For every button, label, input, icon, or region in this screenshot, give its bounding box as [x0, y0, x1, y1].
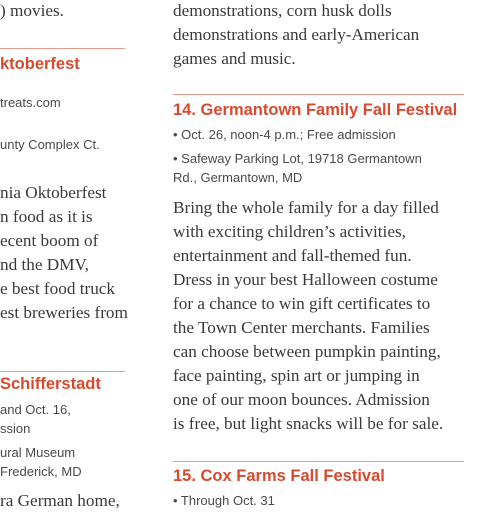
section-heading-schifferstadt: Schifferstadt — [0, 375, 101, 393]
event-description-line: n food as it is — [0, 207, 93, 226]
event-description-line: one of our moon bounces. Admission — [173, 390, 430, 409]
section-heading-oktoberfest: ktoberfest — [0, 55, 80, 73]
event-description-line: Dress in your best Halloween costume — [173, 270, 438, 289]
event-description-line: nia Oktoberfest — [0, 183, 107, 202]
event-description-line: entertainment and fall-themed fun. — [173, 246, 412, 265]
section-divider — [0, 371, 125, 372]
event-description-line: nd the DMV, — [0, 255, 89, 274]
event-description-line: Bring the whole family for a day filled — [173, 198, 439, 217]
event-description-line: with exciting children’s activities, — [173, 222, 406, 241]
section-heading-germantown: 14. Germantown Family Fall Festival — [173, 101, 458, 119]
event-date: and Oct. 16, — [0, 402, 71, 417]
event-description-line: is free, but light snacks will be for sale. — [173, 414, 444, 433]
event-location: unty Complex Ct. — [0, 137, 100, 152]
event-description-line: can choose between pumpkin painting, — [173, 342, 441, 361]
event-location: Rd., Germantown, MD — [173, 170, 303, 185]
section-divider — [0, 48, 125, 49]
event-website: treats.com — [0, 95, 61, 110]
section-heading-cox-farms: 15. Cox Farms Fall Festival — [173, 467, 385, 485]
section-divider — [173, 94, 464, 95]
event-location: Frederick, MD — [0, 464, 82, 479]
section-divider — [173, 461, 464, 462]
event-admission: ssion — [0, 421, 31, 436]
event-date: • Through Oct. 31 — [173, 493, 275, 508]
continued-text: ) movies. — [0, 1, 64, 20]
event-location: ural Museum — [0, 445, 76, 460]
event-description-line: for a chance to win gift certificates to — [173, 294, 431, 313]
intro-line: demonstrations and early-American — [173, 25, 420, 44]
event-description-line: e best food truck — [0, 279, 116, 298]
event-description-line: face painting, spin art or jumping in — [173, 366, 420, 385]
event-description-line: the Town Center merchants. Families — [173, 318, 430, 337]
intro-line: games and music. — [173, 49, 296, 68]
event-description-line: ecent boom of — [0, 231, 99, 250]
event-location: • Safeway Parking Lot, 19718 Germantown — [173, 151, 422, 166]
event-description-line: est breweries from — [0, 303, 128, 322]
event-date: • Oct. 26, noon-4 p.m.; Free admission — [173, 127, 396, 142]
event-description-line: ra German home, — [0, 491, 120, 510]
intro-line: demonstrations, corn husk dolls — [173, 1, 392, 20]
